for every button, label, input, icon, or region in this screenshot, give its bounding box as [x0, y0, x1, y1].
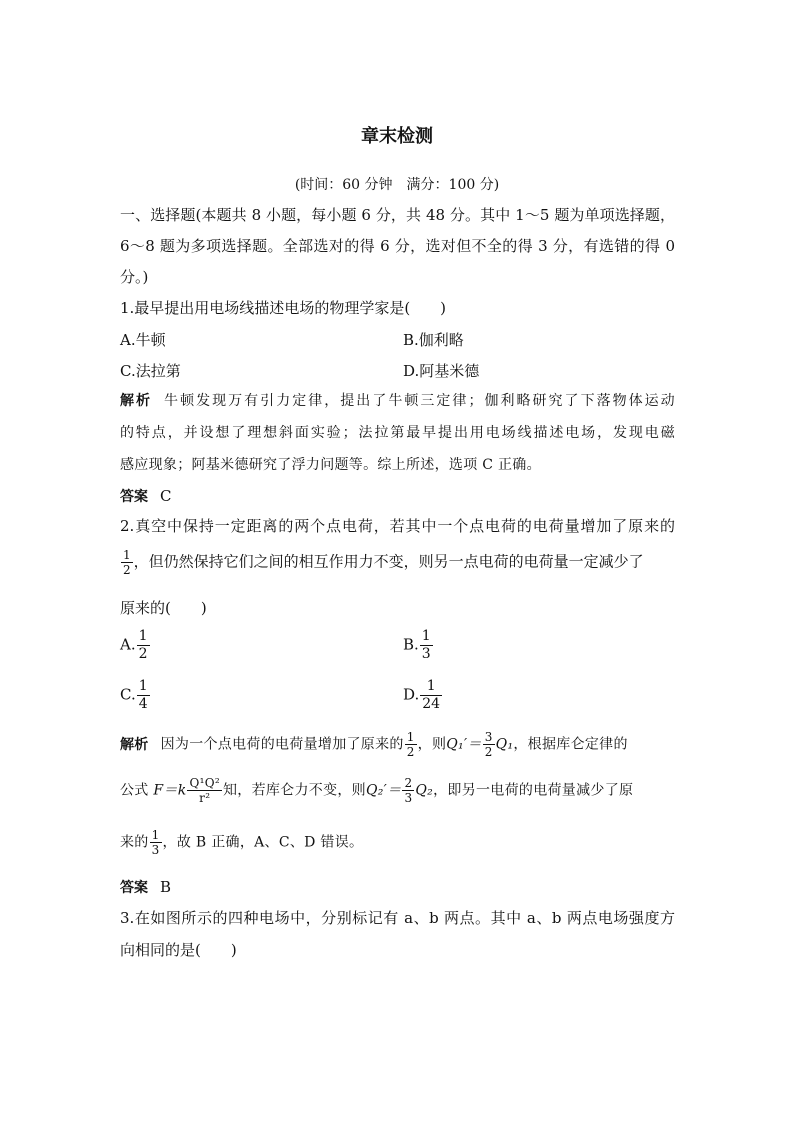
q1-answer-value: C [160, 487, 172, 505]
q1-solution-line-3: 感应现象；阿基米德研究了浮力问题等。综上所述，选项 C 正确。 [120, 457, 541, 473]
exam-info: (时间：60 分钟 满分：100 分) [294, 177, 500, 193]
q2-solution-label: 解析 [120, 736, 149, 753]
q2-option-c: C. $\frac{1}{4}$ [120, 678, 148, 712]
section-header-line-1: 一、选择题(本题共 8 小题，每小题 6 分，共 48 分。其中 1～5 题为单项选择题， [120, 206, 675, 224]
q2-answer-value: B [160, 878, 172, 896]
q2-option-a-fraction: $\frac{1}{2}$ [138, 628, 148, 662]
q2-option-d: D. $\frac{1}{24}$ [403, 678, 441, 712]
q2-option-b: B. $\frac{1}{3}$ [403, 628, 431, 662]
q1-option-a: A.牛顿 [120, 331, 166, 349]
section-header-line-3: 分。) [120, 268, 149, 286]
section-header-line-2: 6～8 题为多项选择题。全部选对的得 6 分，选对但不全的得 3 分，有选错的得 0 [120, 237, 675, 255]
q2-answer [120, 877, 675, 898]
page-title: 章末检测 [361, 126, 433, 147]
q1-stem: 1.最早提出用电场线描述电场的物理学家是( ) [120, 299, 447, 317]
q2-option-a: A. $\frac{1}{2}$ [120, 628, 148, 662]
q1-solution-label: 解析 [120, 393, 153, 409]
q2-stem-line-1: 2.真空中保持一定距离的两个点电荷，若其中一个点电荷的电荷量增加了原来的 [120, 517, 675, 535]
q1-solution-line-2: 的特点，并设想了理想斜面实验；法拉第最早提出用电场线描述电场，发现电磁 [120, 425, 675, 441]
q1-answer-label: 答案 [120, 489, 148, 505]
q2-stem-line-2: $\frac{1}{2}$ ，但仍然保持它们之间的相互作用力不变，则另一点电荷的电荷量一定减少了 [123, 548, 644, 577]
q1-option-c: C.法拉第 [120, 362, 181, 380]
q2-option-b-fraction: $\frac{1}{3}$ [421, 628, 431, 662]
q2-option-d-fraction: $\frac{1}{24}$ [422, 678, 441, 712]
q1-solution-line-1: 解析 牛顿发现万有引力定律，提出了牛顿三定律；伽利略研究了下落物体运动 [120, 393, 675, 409]
q2-stem-line-3: 原来的( ) [120, 599, 207, 617]
q1-option-b: B.伽利略 [403, 331, 464, 349]
q3-stem-line-1: 3.在如图所示的四种电场中，分别标记有 a、b 两点。其中 a、b 两点电场强度方 [120, 909, 675, 927]
q2-solution-line-2: 公式 F＝k $\frac{\text{Q¹Q²}}{\text{r²}}$ 知，若库仑力不变，则Q₂′＝ $\frac{2}{3}$ Q₂，即另一电荷的电荷量减少了原 [120, 776, 634, 805]
q2-solution-line-1: 解析 因为一个点电荷的电荷量增加了原来的 $\frac{1}{2}$ ，则Q₁′＝ $\frac{3}{2}$ Q₁，根据库仑定律的 [120, 730, 628, 759]
q2-option-c-fraction: $\frac{1}{4}$ [138, 678, 148, 712]
q2-solution-line-3: 来的 $\frac{1}{3}$ ，故 B 正确，A、C、D 错误。 [120, 828, 364, 857]
q2-stem-fraction: $\frac{1}{2}$ [123, 548, 131, 577]
q1-answer [120, 486, 675, 507]
q2-answer-label: 答案 [120, 880, 148, 896]
q3-stem-line-2: 向相同的是( ) [120, 941, 237, 959]
q1-option-d: D.阿基米德 [403, 362, 480, 380]
